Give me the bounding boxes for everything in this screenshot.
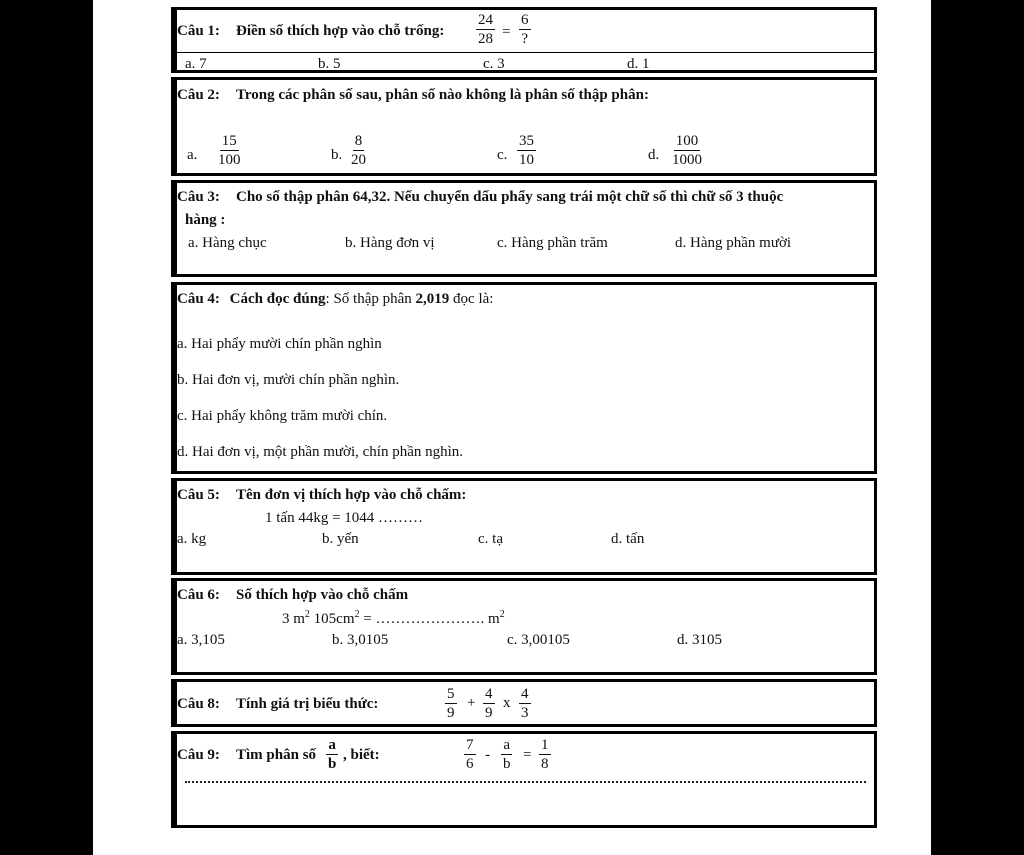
option-d-letter: d.	[648, 147, 660, 163]
equals-sign: =	[502, 24, 511, 40]
question-9-text: Tìm phân số	[236, 747, 317, 763]
fraction-denominator: 6	[466, 756, 474, 772]
fraction-numerator: 24	[478, 12, 493, 28]
question-3-label: Câu 3:	[177, 189, 220, 205]
option-b: b. yến	[322, 531, 359, 547]
question-4-label: Câu 4:	[177, 291, 220, 307]
fraction-numerator: 100	[675, 133, 699, 149]
question-1-label: Câu 1:	[177, 23, 220, 39]
option-c: c. 3	[483, 56, 505, 72]
option-d: d. tấn	[611, 531, 645, 547]
option-b-fraction	[349, 133, 368, 168]
option-b: b. 5	[318, 56, 341, 72]
operator-minus: -	[485, 747, 490, 763]
expr-part-3: = …………………. m	[359, 611, 500, 627]
question-5	[171, 478, 877, 575]
question-9-label: Câu 9:	[177, 747, 220, 763]
question-9-target-fraction	[326, 737, 338, 772]
divider	[177, 52, 874, 53]
question-3-text: Cho số thập phân 64,32. Nếu chuyển dấu phẩy sang trái một chữ số thì chữ số 3 thuộc	[236, 189, 784, 205]
option-a: a. 7	[185, 56, 207, 72]
option-a: a. kg	[177, 531, 207, 547]
fraction-numerator: 7	[466, 737, 474, 753]
question-3	[171, 180, 877, 277]
option-d-fraction	[670, 133, 704, 168]
option-a: a. Hai phẩy mười chín phần nghìn	[177, 336, 382, 352]
question-2	[171, 77, 877, 176]
fraction-numerator: a	[503, 737, 511, 753]
question-8-label: Câu 8:	[177, 696, 220, 712]
fraction-numerator: 4	[521, 686, 529, 702]
question-5-label: Câu 5:	[177, 487, 220, 503]
operator-plus: +	[467, 695, 476, 711]
question-9	[171, 731, 877, 828]
option-d: d. Hàng phần mười	[675, 235, 792, 251]
question-4	[171, 282, 877, 474]
option-c: c. 3,00105	[507, 632, 570, 648]
fraction-numerator: 5	[447, 686, 455, 702]
question-2-label: Câu 2:	[177, 87, 220, 103]
question-4-title: Cách đọc đúng	[229, 291, 326, 307]
expr-part-1: 3 m	[282, 611, 305, 627]
question-1-text: Điền số thích hợp vào chỗ trống:	[236, 23, 445, 39]
fraction-denominator: 8	[541, 756, 549, 772]
superscript: 2	[304, 609, 310, 620]
fraction-numerator: 35	[519, 133, 534, 149]
question-6	[171, 578, 877, 675]
fraction-numerator: 15	[221, 133, 237, 149]
option-d: d. Hai đơn vị, một phần mười, chín phần nghìn.	[177, 444, 464, 460]
fraction-denominator: ?	[521, 31, 529, 47]
superscript: 2	[354, 609, 360, 620]
fraction-3	[539, 737, 551, 772]
option-a-letter: a.	[187, 147, 198, 163]
fraction-denominator: 100	[218, 152, 241, 168]
question-1-fraction-left	[476, 12, 495, 47]
option-a-fraction	[216, 133, 243, 168]
worksheet-page	[93, 0, 931, 855]
fraction-numerator: 1	[541, 737, 549, 753]
fraction-denominator: 9	[447, 705, 455, 721]
fraction-denominator: 3	[521, 705, 529, 721]
operator-equals: =	[523, 747, 532, 763]
fraction-numerator: 6	[521, 12, 529, 28]
expr-part-2: 105cm	[309, 611, 355, 627]
fraction-1	[445, 686, 457, 721]
question-2-text: Trong các phân số sau, phân số nào không là phân số thập phân:	[236, 87, 649, 103]
question-8-text: Tính giá trị biểu thức:	[236, 696, 379, 712]
fraction-denominator: 9	[485, 705, 493, 721]
fraction-denominator: 20	[351, 152, 366, 168]
question-4-text-end: đọc là:	[449, 291, 494, 307]
option-b: b. Hai đơn vị, mười chín phần nghìn.	[177, 372, 400, 388]
question-4-number: 2,019	[415, 291, 450, 307]
question-1	[171, 7, 877, 73]
question-5-text: Tên đơn vị thích hợp vào chỗ chấm:	[236, 487, 467, 503]
question-3-text-continued: hàng :	[185, 212, 226, 228]
question-4-text: : Số thập phân	[325, 291, 416, 307]
fraction-denominator: 1000	[672, 152, 702, 168]
option-c-letter: c.	[497, 147, 508, 163]
option-c-fraction	[517, 133, 536, 168]
question-6-label: Câu 6:	[177, 587, 220, 603]
option-c: c. Hàng phần trăm	[497, 235, 608, 251]
fraction-numerator: 4	[485, 686, 493, 702]
fraction-2	[501, 737, 513, 772]
fraction-2	[483, 686, 495, 721]
question-6-expression	[282, 606, 505, 628]
option-c: c. tạ	[478, 531, 503, 547]
option-a: a. 3,105	[177, 632, 225, 648]
operator-multiply: x	[503, 695, 511, 711]
question-8	[171, 679, 877, 727]
fraction-denominator: b	[328, 756, 337, 772]
fraction-1	[464, 737, 476, 772]
option-b: b. 3,0105	[332, 632, 389, 648]
question-1-fraction-right	[519, 12, 531, 47]
answer-dotted-line	[185, 781, 866, 783]
option-d: d. 3105	[677, 632, 722, 648]
fraction-numerator: a	[328, 737, 336, 753]
question-5-expression: 1 tấn 44kg = 1044 ………	[265, 510, 424, 526]
option-b: b. Hàng đơn vị	[345, 235, 435, 251]
option-b-letter: b.	[331, 147, 343, 163]
question-9-text-end: , biết:	[343, 747, 380, 763]
fraction-denominator: b	[503, 756, 511, 772]
question-4-prompt	[177, 290, 493, 308]
option-c: c. Hai phẩy không trăm mười chín.	[177, 408, 388, 424]
superscript: 2	[499, 609, 505, 620]
fraction-denominator: 28	[478, 31, 493, 47]
option-d: d. 1	[627, 56, 650, 72]
fraction-numerator: 8	[354, 133, 363, 149]
fraction-3	[519, 686, 531, 721]
option-a: a. Hàng chục	[188, 235, 267, 251]
question-6-text: Số thích hợp vào chỗ chấm	[236, 587, 409, 603]
fraction-denominator: 10	[519, 152, 534, 168]
